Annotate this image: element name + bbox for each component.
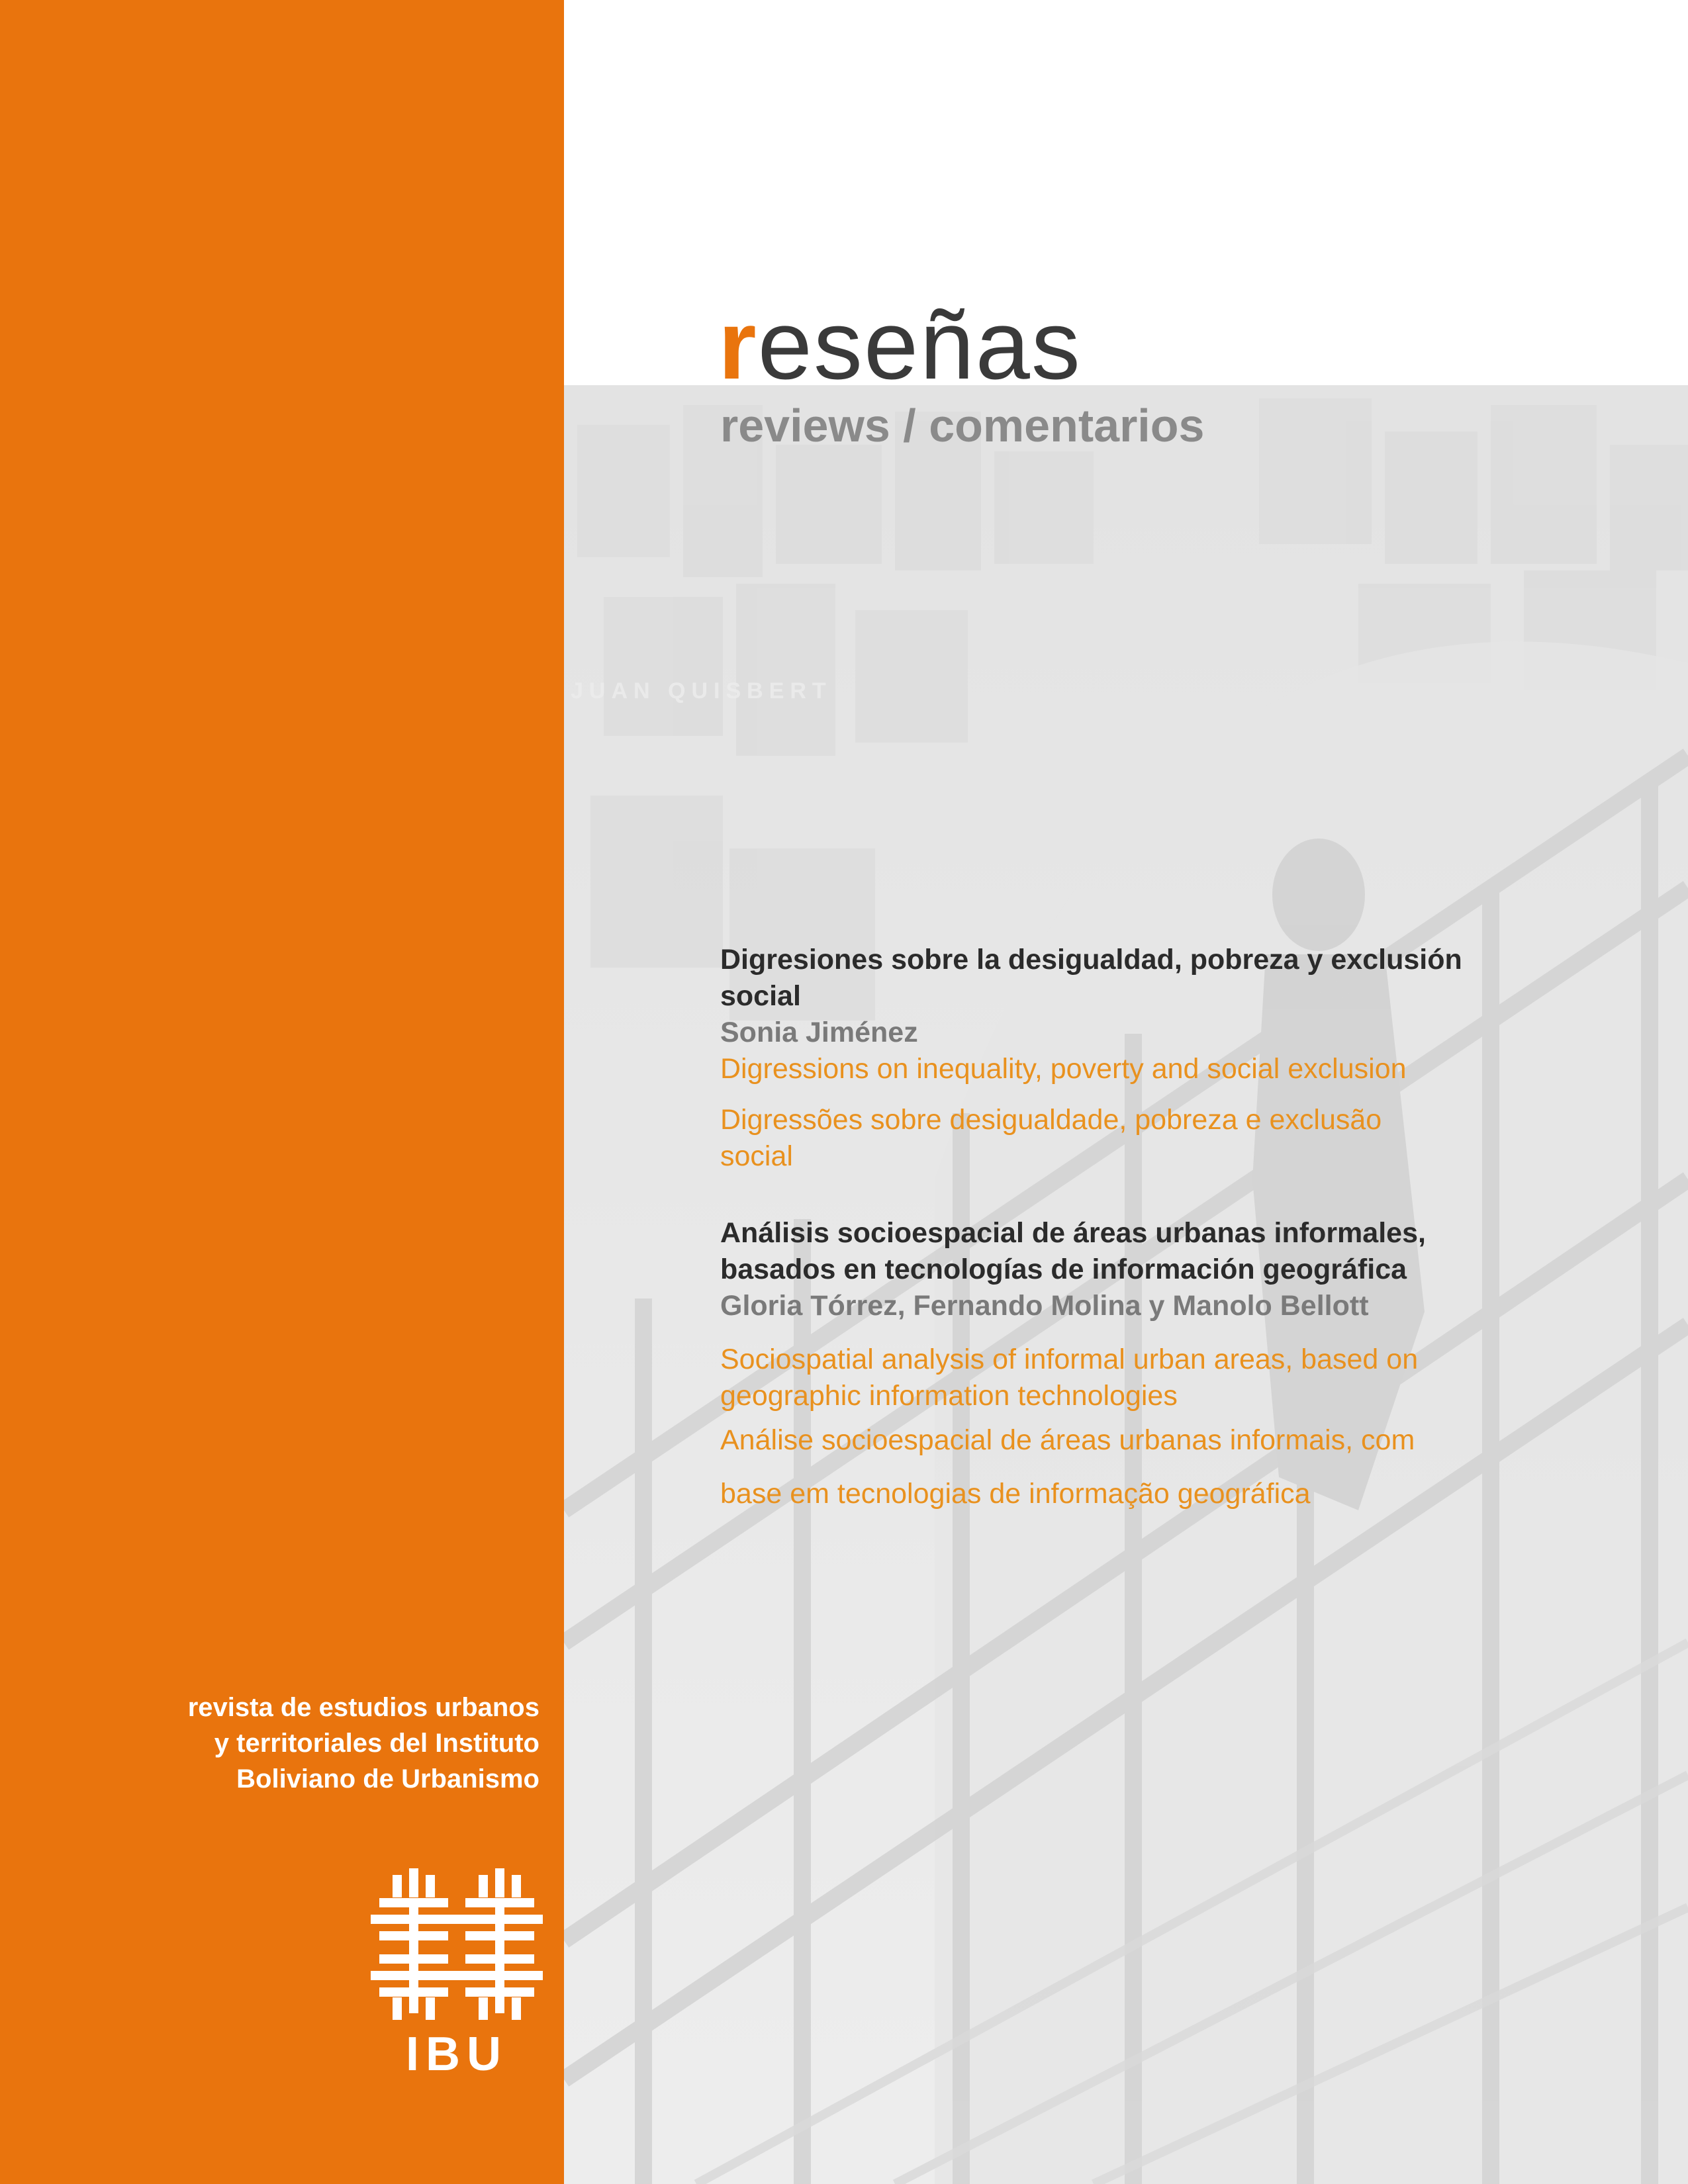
article-title-line: Análisis socioespacial de áreas urbanas informales, (720, 1217, 1426, 1249)
article-english-title: Digressions on inequality, poverty and social exclusion (720, 1053, 1407, 1085)
article-title-line: Digresiones sobre la desigualdad, pobreza y exclusión (720, 944, 1462, 976)
article-title-line: basados en tecnologías de información geográfica (720, 1253, 1407, 1285)
article-title-line: social (720, 980, 801, 1012)
section-title (718, 291, 1082, 400)
article-portuguese-title: base em tecnologias de informação geográfica (720, 1478, 1311, 1510)
ibu-logo-text: IBU (406, 2028, 508, 2081)
journal-description (63, 1690, 539, 1797)
orange-sidebar (0, 0, 564, 2184)
article-2[interactable] (720, 1215, 1561, 1512)
photo-credit: JUAN QUISBERT (571, 678, 832, 704)
article-author: Sonia Jiménez (720, 1017, 918, 1048)
journal-description-line: revista de estudios urbanos (187, 1693, 539, 1722)
journal-description-line: y territoriales del Instituto (214, 1729, 539, 1758)
section-subtitle: reviews / comentarios (720, 400, 1205, 451)
article-portuguese-title: Análise socioespacial de áreas urbanas informais, com (720, 1424, 1415, 1456)
article-1[interactable] (720, 942, 1561, 1175)
journal-description-line: Boliviano de Urbanismo (236, 1764, 539, 1794)
article-author: Gloria Tórrez, Fernando Molina y Manolo Bellott (720, 1290, 1369, 1322)
article-portuguese-title: social (720, 1140, 793, 1172)
article-english-title: geographic information technologies (720, 1380, 1178, 1412)
section-title-first-letter: r (718, 291, 758, 400)
article-english-title: Sociospatial analysis of informal urban areas, based on (720, 1343, 1419, 1375)
article-portuguese-title: Digressões sobre desigualdade, pobreza e exclusão (720, 1104, 1382, 1136)
section-title-rest: eseñas (757, 291, 1082, 400)
